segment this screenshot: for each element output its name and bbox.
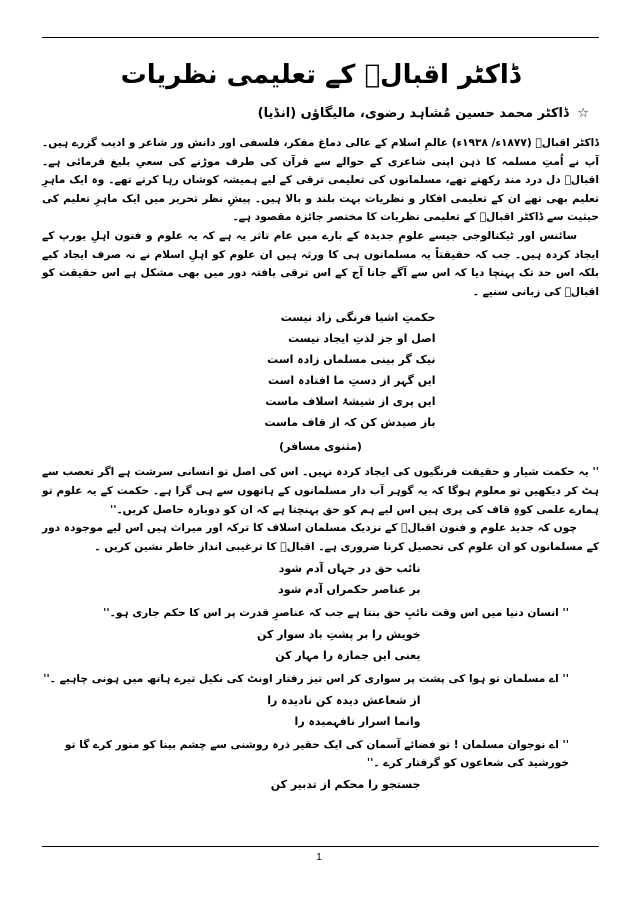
paragraph-science: سائنس اور ٹیکنالوجی جیسے علومِ جدیدہ کے بارے میں عام تاثر یہ ہے کہ یہ علوم و فنون اہلِ یورپ کے ایجاد کردہ ہیں۔ جب کہ حقیقتاً یہ مسلمانوں ہی کا ورثہ ہیں ان علوم کو اہلِ اسلام نے نہ صرف ایجاد کیے بلکہ اس حد تک پہنچا دیا کہ اس سے آگے جانا آج کے اس ترقی یافتہ دور میں بھی مشکل ہے اس حقیقت کو اقبالؔ کی زبانی سنیے ۔ [42, 229, 599, 298]
paragraph-heritage: چوں کہ جدید علوم و فنون اقبالؔ کے نزدیک مسلمان اسلاف کا ترکہ اور میراث ہیں اس لیے موجودہ دور کے مسلمانوں کو ان علوم کی تحصیل کرنا ضروری ہے۔ اقبالؔ کا ترغیبی انداز خاطر نشین کریں ۔ [42, 522, 599, 553]
page-number: 1 [316, 852, 322, 863]
header-rule [42, 37, 599, 38]
poem-line: از شعاعش دیدہ کن نادیدہ را [267, 694, 421, 708]
poem-gloss: '' انسان دنیا میں اس وقت نائبِ حق بنتا ہے جب کہ عناصرِ قدرت پر اس کا حکم جاری ہو۔'' [103, 607, 569, 620]
poem-gloss: '' اے مسلمان تو ہوا کی پشت پر سواری کر اس تیز رفتار اونٹ کی نکیل تیرے ہاتھ میں ہونی چاہیے ۔'' [43, 673, 569, 686]
poem-line: نیک گر بینی مسلماں زادہ است [267, 353, 436, 367]
poem-line: باز صیدش کن کہ از قاف ماست [264, 416, 436, 430]
poem-line: وانما اسرار نافہمیدہ را [294, 715, 421, 729]
poem-line: ایں گہر از دستِ ما افتادہ است [267, 374, 436, 388]
poem-line: حکمتِ اشیا فرنگی زاد نیست [280, 311, 436, 325]
poem-shuaa [221, 690, 421, 732]
poem-source: (مثنوی مسافر) [279, 440, 362, 454]
poem-line: ایں پری از شیشۂ اسلاف ماست [265, 395, 436, 409]
document-page [42, 48, 599, 838]
poem-line: یعنی ایں جمازہ را مہار کن [275, 649, 421, 663]
poem-khwesh [221, 624, 421, 666]
poem-line: نائب حق در جہاں آدم شود [278, 562, 421, 576]
poem-line: خویش را بر پشتِ باد سوار کن [256, 628, 421, 642]
poem-line: جستجو را محکم از تدبیر کن [270, 778, 421, 792]
poem-gloss: '' اے نوجوان مسلمان ! تو فضائے آسمان کی ایک حقیر ذرہ روشنی سے چشم بینا کو منور کرے گا تو خورشید کی شعاعوں کو گرفتار کرے ۔'' [64, 739, 569, 770]
article-title: ڈاکٹر اقبالؔ کے تعلیمی نظریات [120, 60, 521, 90]
poem-naib [221, 558, 421, 600]
paragraph-translation: '' یہ حکمت شیار و حقیقت فرنگیوں کی ایجاد کردہ نہیں۔ اس کی اصل تو انسانی سرشت ہے اگر تعصب سے ہٹ کر دیکھیں تو معلوم ہوگا کہ یہ گوہر آب دار مسلمانوں کے ہاتھوں سے ہی گرا ہے۔ حکمت کے یہ علوم تو ہمارے علمی کوہِ قاف کی پری ہیں اس لیے ہم کو حق پہنچتا ہے کہ ان کو دوبارہ حاصل کریں۔'' [42, 466, 599, 516]
poem-justuju [221, 774, 421, 795]
poem-line: بر عناصر حکمراں آدم شود [278, 583, 421, 597]
author-byline [42, 104, 589, 124]
paragraph-intro: ڈاکٹر اقبالؔ (۱۸۷۷ء/ ۱۹۳۸ء) عالمِ اسلام کے عالی دماغ مفکر، فلسفی اور دانش ور شاعر و ادیب گزرے ہیں۔ آپ نے اُمتِ مسلمہ کا ذہن اپنی شاعری کے حوالے سے قرآن کی طرف موڑنے کی سعیِ بلیغ فرمائی ہے۔ اقبالؔ دل درد مند رکھتے تھے، مسلمانوں کی تعلیمی ترقی کے لیے ہمیشہ کوشاں رہا کرتے تھے۔ وہ ایک ماہرِ تعلیم بھی تھے ان کے تعلیمی افکار و نظریات بہت بلند و بالا ہیں۔ پیشِ نظر تحریر میں ایک ماہرِ تعلیم کی حیثیت سے ڈاکٹر اقبالؔ کے تعلیمی نظریات کا مختصر جائزہ مقصود ہے۔ [42, 137, 599, 224]
footer-rule [42, 846, 599, 847]
poem-hikmat [206, 307, 436, 433]
poem-line: اصل او جز لذتِ ایجاد نیست [288, 332, 436, 346]
star-icon: ☆ [577, 106, 589, 121]
author-name: ڈاکٹر محمد حسین مُشاہد رضوی، مالیگاؤں (انڈیا) [257, 106, 569, 121]
